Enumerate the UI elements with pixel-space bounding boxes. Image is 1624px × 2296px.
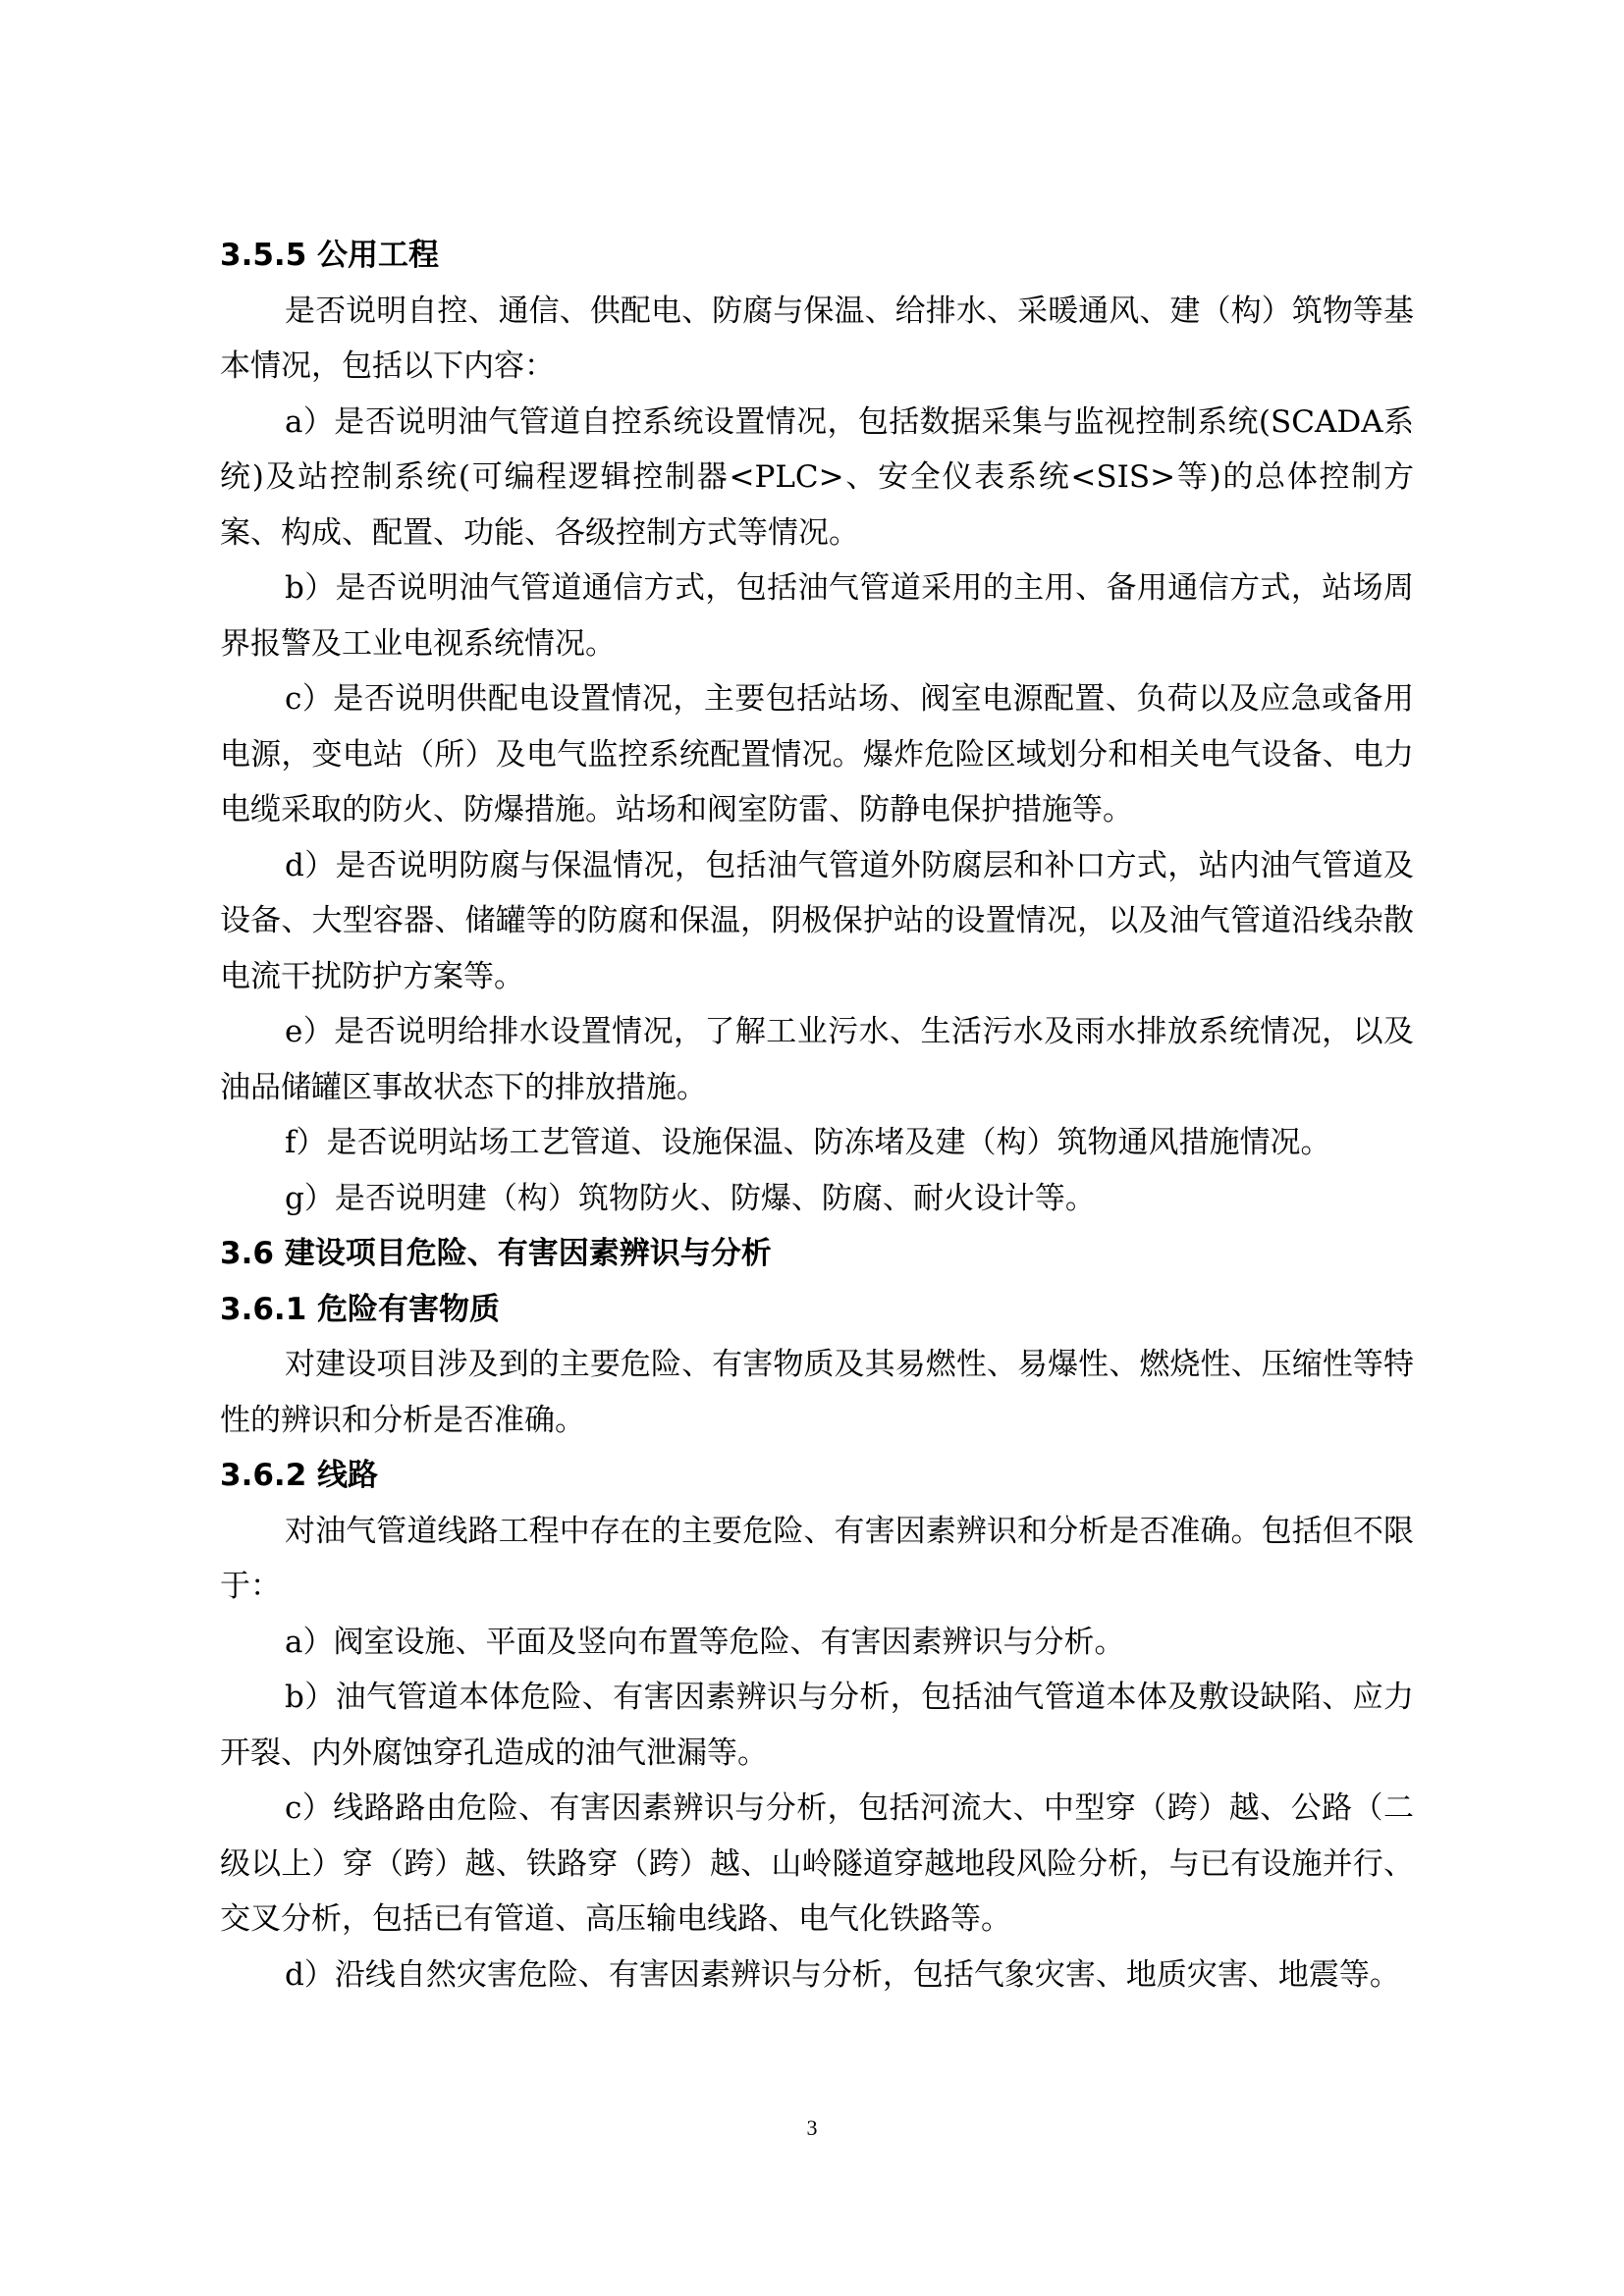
para-route-a: a）阀室设施、平面及竖向布置等危险、有害因素辨识与分析。 bbox=[285, 1624, 1125, 1660]
heading-3-5-5: 3.5.5 公用工程 bbox=[220, 238, 440, 273]
para-item-d: d）是否说明防腐与保温情况，包括油气管道外防腐层和补口方式，站内油气管道及设备、大型容器、储罐等的防腐和保温，阴极保护站的设置情况，以及油气管道沿线杂散电流干扰防护方案等。 bbox=[220, 847, 1414, 994]
para-item-e: e）是否说明给排水设置情况，了解工业污水、生活污水及雨水排放系统情况，以及油品储罐区事故状态下的排放措施。 bbox=[220, 1014, 1414, 1105]
para-item-a: a）是否说明油气管道自控系统设置情况，包括数据采集与监视控制系统(SCADA系统)及站控制系统(可编程逻辑控制器<PLC>、安全仪表系统<SIS>等)的总体控制方案、构成、配置、功能、各级控制方式等情况。 bbox=[220, 403, 1414, 551]
para-utility-intro: 是否说明自控、通信、供配电、防腐与保温、给排水、采暖通风、建（构）筑物等基本情况，包括以下内容： bbox=[220, 293, 1414, 384]
para-item-g: g）是否说明建（构）筑物防火、防爆、防腐、耐火设计等。 bbox=[285, 1180, 1096, 1216]
heading-3-6: 3.6 建设项目危险、有害因素辨识与分析 bbox=[220, 1236, 772, 1271]
heading-3-6-2: 3.6.2 线路 bbox=[220, 1458, 379, 1493]
heading-3-6-1: 3.6.1 危险有害物质 bbox=[220, 1291, 501, 1327]
para-route-b: b）油气管道本体危险、有害因素辨识与分析，包括油气管道本体及敷设缺陷、应力开裂、内外腐蚀穿孔造成的油气泄漏等。 bbox=[220, 1680, 1414, 1771]
para-item-c: c）是否说明供配电设置情况，主要包括站场、阀室电源配置、负荷以及应急或备用电源，变电站（所）及电气监控系统配置情况。爆炸危险区域划分和相关电气设备、电力电缆采取的防火、防爆措施。站场和阀室防雷、防静电保护措施等。 bbox=[220, 681, 1414, 828]
para-route-c: c）线路路由危险、有害因素辨识与分析，包括河流大、中型穿（跨）越、公路（二级以上）穿（跨）越、铁路穿（跨）越、山岭隧道穿越地段风险分析，与已有设施并行、交叉分析，包括已有管道、高压输电线路、电气化铁路等。 bbox=[220, 1790, 1414, 1937]
para-item-f: f）是否说明站场工艺管道、设施保温、防冻堵及建（构）筑物通风措施情况。 bbox=[285, 1125, 1331, 1160]
page-number: 3 bbox=[806, 2115, 818, 2140]
para-item-b: b）是否说明油气管道通信方式，包括油气管道采用的主用、备用通信方式，站场周界报警及工业电视系统情况。 bbox=[220, 570, 1414, 662]
para-route-d: d）沿线自然灾害危险、有害因素辨识与分析，包括气象灾害、地质灾害、地震等。 bbox=[285, 1956, 1400, 1993]
para-route-intro: 对油气管道线路工程中存在的主要危险、有害因素辨识和分析是否准确。包括但不限于： bbox=[220, 1513, 1414, 1604]
document-body bbox=[220, 228, 1414, 2002]
para-hazardous-substances: 对建设项目涉及到的主要危险、有害物质及其易燃性、易爆性、燃烧性、压缩性等特性的辨识和分析是否准确。 bbox=[220, 1347, 1414, 1438]
